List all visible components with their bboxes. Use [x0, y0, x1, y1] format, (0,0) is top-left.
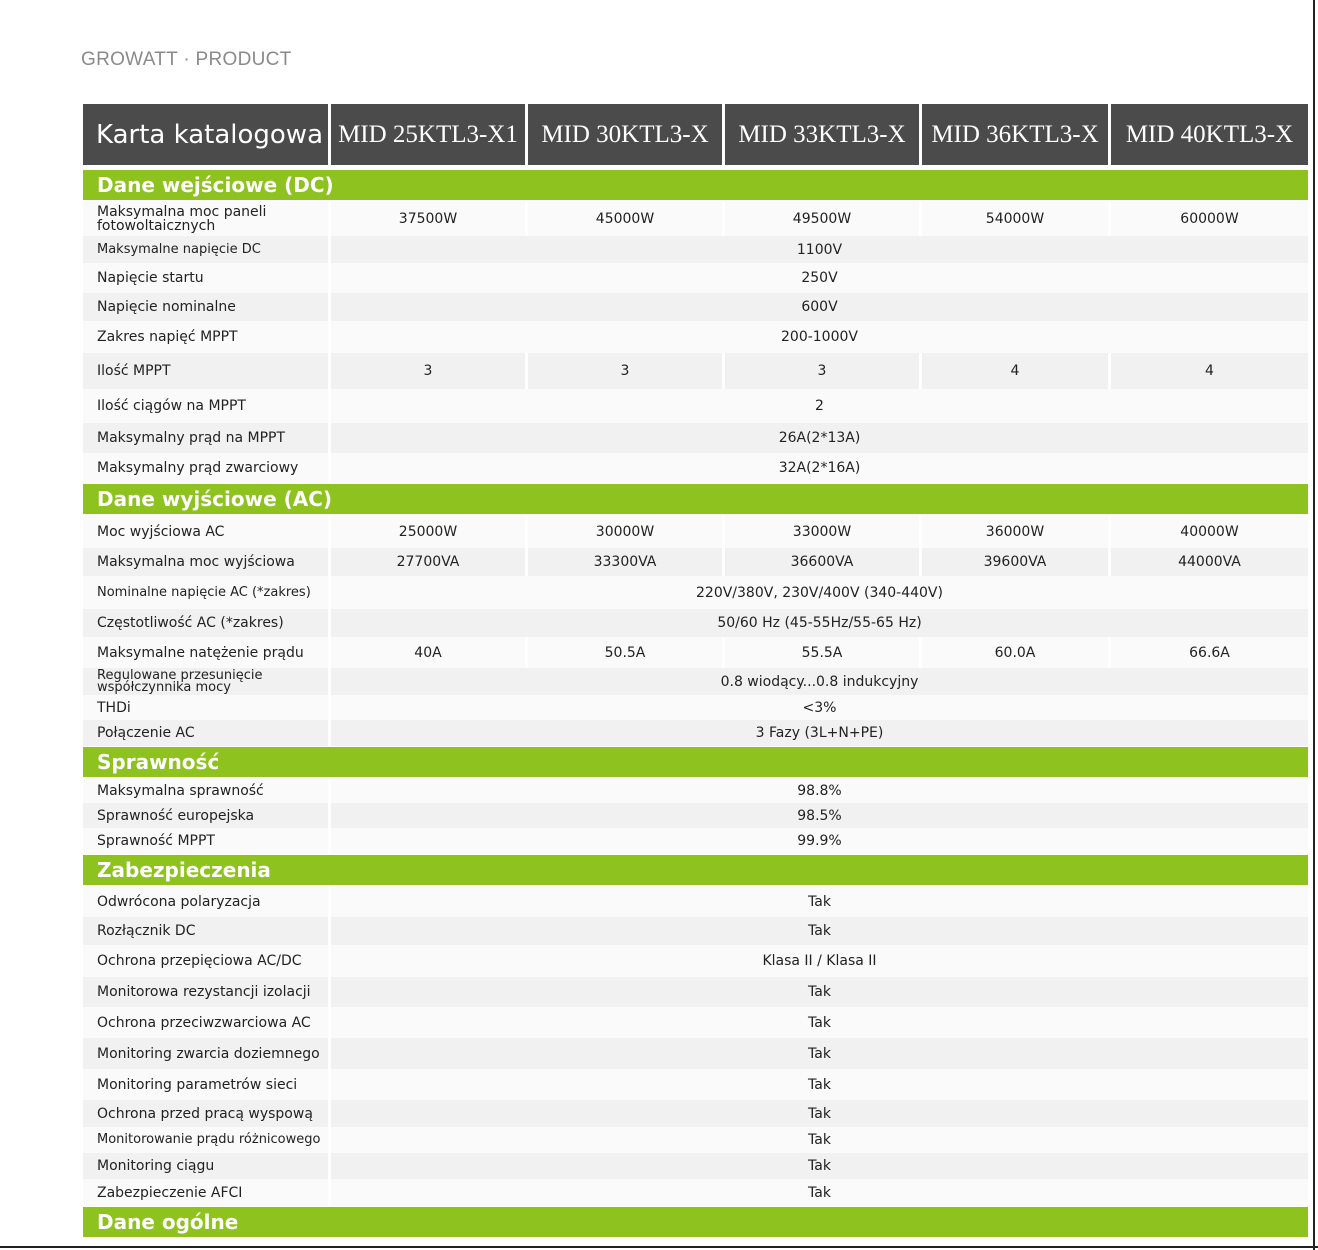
table-row	[83, 293, 1308, 321]
header-model-1: MID 25KTL3-X1	[331, 104, 525, 165]
row-label: Rozłącznik DC	[83, 917, 328, 945]
table-row	[83, 886, 1308, 917]
row-value: 60000W	[1111, 201, 1308, 236]
row-value: Tak	[331, 1153, 1308, 1179]
table-row	[83, 201, 1308, 236]
row-label: Nominalne napięcie AC (*zakres)	[83, 576, 328, 609]
row-label: Maksymalne natężenie prądu	[83, 637, 328, 668]
table-row	[83, 389, 1308, 423]
row-value: 33000W	[725, 515, 919, 548]
section-general: Dane ogólne	[83, 1207, 1308, 1237]
row-value: 25000W	[331, 515, 525, 548]
row-value: 0.8 wiodący...0.8 indukcyjny	[331, 668, 1308, 695]
row-value: 66.6A	[1111, 637, 1308, 668]
row-value: 26A(2*13A)	[331, 423, 1308, 453]
row-label: Ochrona przepięciowa AC/DC	[83, 945, 328, 977]
row-value: Tak	[331, 1007, 1308, 1038]
row-label: Monitoring parametrów sieci	[83, 1069, 328, 1100]
row-value: Tak	[331, 1179, 1308, 1206]
brand-caption: GROWATT · PRODUCT	[81, 49, 292, 70]
table-row	[83, 1153, 1308, 1179]
row-value: 1100V	[331, 236, 1308, 263]
row-value: 50/60 Hz (45-55Hz/55-65 Hz)	[331, 609, 1308, 637]
row-value: 30000W	[528, 515, 722, 548]
table-row	[83, 1179, 1308, 1206]
table-row	[83, 668, 1308, 695]
table-row	[83, 917, 1308, 945]
row-value: 32A(2*16A)	[331, 453, 1308, 483]
row-label: Monitorowa rezystancji izolacji	[83, 977, 328, 1007]
table-row	[83, 803, 1308, 828]
header-model-2: MID 30KTL3-X	[528, 104, 722, 165]
header-model-5: MID 40KTL3-X	[1111, 104, 1308, 165]
table-row	[83, 977, 1308, 1007]
row-value: 600V	[331, 293, 1308, 321]
row-label: Napięcie startu	[83, 263, 328, 293]
row-label: Ilość ciągów na MPPT	[83, 389, 328, 423]
row-value: 250V	[331, 263, 1308, 293]
row-value: 3	[528, 353, 722, 389]
section-ac: Dane wyjściowe (AC)	[83, 484, 1308, 514]
table-row	[83, 321, 1308, 353]
row-value: Tak	[331, 1038, 1308, 1069]
table-row	[83, 453, 1308, 483]
section-protection: Zabezpieczenia	[83, 855, 1308, 885]
row-value: Tak	[331, 1100, 1308, 1127]
header-row	[83, 104, 1308, 165]
row-label: Maksymalna sprawność	[83, 778, 328, 803]
row-label: Maksymalny prąd zwarciowy	[83, 453, 328, 483]
header-label: Karta katalogowa	[83, 104, 328, 165]
row-value: 36000W	[922, 515, 1108, 548]
row-value: 2	[331, 389, 1308, 423]
row-value: 49500W	[725, 201, 919, 236]
table-row	[83, 695, 1308, 720]
row-label: Monitoring zwarcia doziemnego	[83, 1038, 328, 1069]
row-label: Maksymalna moc paneli fotowoltaicznych	[83, 201, 328, 236]
row-label: Monitorowanie prądu różnicowego	[83, 1127, 328, 1153]
row-label: Maksymalne napięcie DC	[83, 236, 328, 263]
table-row	[83, 353, 1308, 389]
row-value: 98.5%	[331, 803, 1308, 828]
header-model-4: MID 36KTL3-X	[922, 104, 1108, 165]
row-value: 50.5A	[528, 637, 722, 668]
table-row	[83, 778, 1308, 803]
page-border-bottom	[0, 1246, 1318, 1248]
page-border-right	[1313, 0, 1315, 1250]
row-label: Zabezpieczenie AFCI	[83, 1179, 328, 1206]
row-label: Napięcie nominalne	[83, 293, 328, 321]
row-label: Monitoring ciągu	[83, 1153, 328, 1179]
table-row	[83, 720, 1308, 746]
table-row	[83, 263, 1308, 293]
row-label: Częstotliwość AC (*zakres)	[83, 609, 328, 637]
table-row	[83, 1038, 1308, 1069]
row-label: Połączenie AC	[83, 720, 328, 746]
header-model-3: MID 33KTL3-X	[725, 104, 919, 165]
row-value: 3	[331, 353, 525, 389]
row-value: 40000W	[1111, 515, 1308, 548]
row-value: 36600VA	[725, 548, 919, 576]
table-row	[83, 576, 1308, 609]
row-value: 220V/380V, 230V/400V (340-440V)	[331, 576, 1308, 609]
section-efficiency: Sprawność	[83, 747, 1308, 777]
row-label: Sprawność MPPT	[83, 828, 328, 854]
table-row	[83, 1127, 1308, 1153]
row-value: Tak	[331, 917, 1308, 945]
row-value: 4	[922, 353, 1108, 389]
row-value: 54000W	[922, 201, 1108, 236]
row-value: 40A	[331, 637, 525, 668]
table-row	[83, 548, 1308, 576]
row-value: 3	[725, 353, 919, 389]
row-label: Ochrona przeciwzwarciowa AC	[83, 1007, 328, 1038]
row-value: 27700VA	[331, 548, 525, 576]
row-value: 33300VA	[528, 548, 722, 576]
row-value: 45000W	[528, 201, 722, 236]
row-label: Ilość MPPT	[83, 353, 328, 389]
table-row	[83, 236, 1308, 263]
row-value: 44000VA	[1111, 548, 1308, 576]
table-row	[83, 828, 1308, 854]
row-label: Zakres napięć MPPT	[83, 321, 328, 353]
row-label: Sprawność europejska	[83, 803, 328, 828]
row-label: Moc wyjściowa AC	[83, 515, 328, 548]
section-dc: Dane wejściowe (DC)	[83, 170, 1308, 200]
row-value: Tak	[331, 886, 1308, 917]
row-value: 99.9%	[331, 828, 1308, 854]
row-value: Klasa II / Klasa II	[331, 945, 1308, 977]
row-label: THDi	[83, 695, 328, 720]
row-label: Odwrócona polaryzacja	[83, 886, 328, 917]
table-row	[83, 1069, 1308, 1100]
row-value: Tak	[331, 1069, 1308, 1100]
row-value: 98.8%	[331, 778, 1308, 803]
row-value: 39600VA	[922, 548, 1108, 576]
row-value: <3%	[331, 695, 1308, 720]
row-label: Maksymalna moc wyjściowa	[83, 548, 328, 576]
table-row	[83, 1100, 1308, 1127]
table-row	[83, 515, 1308, 548]
row-value: Tak	[331, 1127, 1308, 1153]
row-label: Regulowane przesunięcie współczynnika mocy	[83, 668, 328, 695]
row-value: 55.5A	[725, 637, 919, 668]
row-label: Maksymalny prąd na MPPT	[83, 423, 328, 453]
row-value: 37500W	[331, 201, 525, 236]
row-value: 3 Fazy (3L+N+PE)	[331, 720, 1308, 746]
row-value: 200-1000V	[331, 321, 1308, 353]
row-value: Tak	[331, 977, 1308, 1007]
datasheet-table	[83, 104, 1308, 1238]
table-row	[83, 609, 1308, 637]
row-value: 60.0A	[922, 637, 1108, 668]
table-row	[83, 423, 1308, 453]
table-row	[83, 1007, 1308, 1038]
table-row	[83, 945, 1308, 977]
table-row	[83, 637, 1308, 668]
row-label: Ochrona przed pracą wyspową	[83, 1100, 328, 1127]
row-value: 4	[1111, 353, 1308, 389]
